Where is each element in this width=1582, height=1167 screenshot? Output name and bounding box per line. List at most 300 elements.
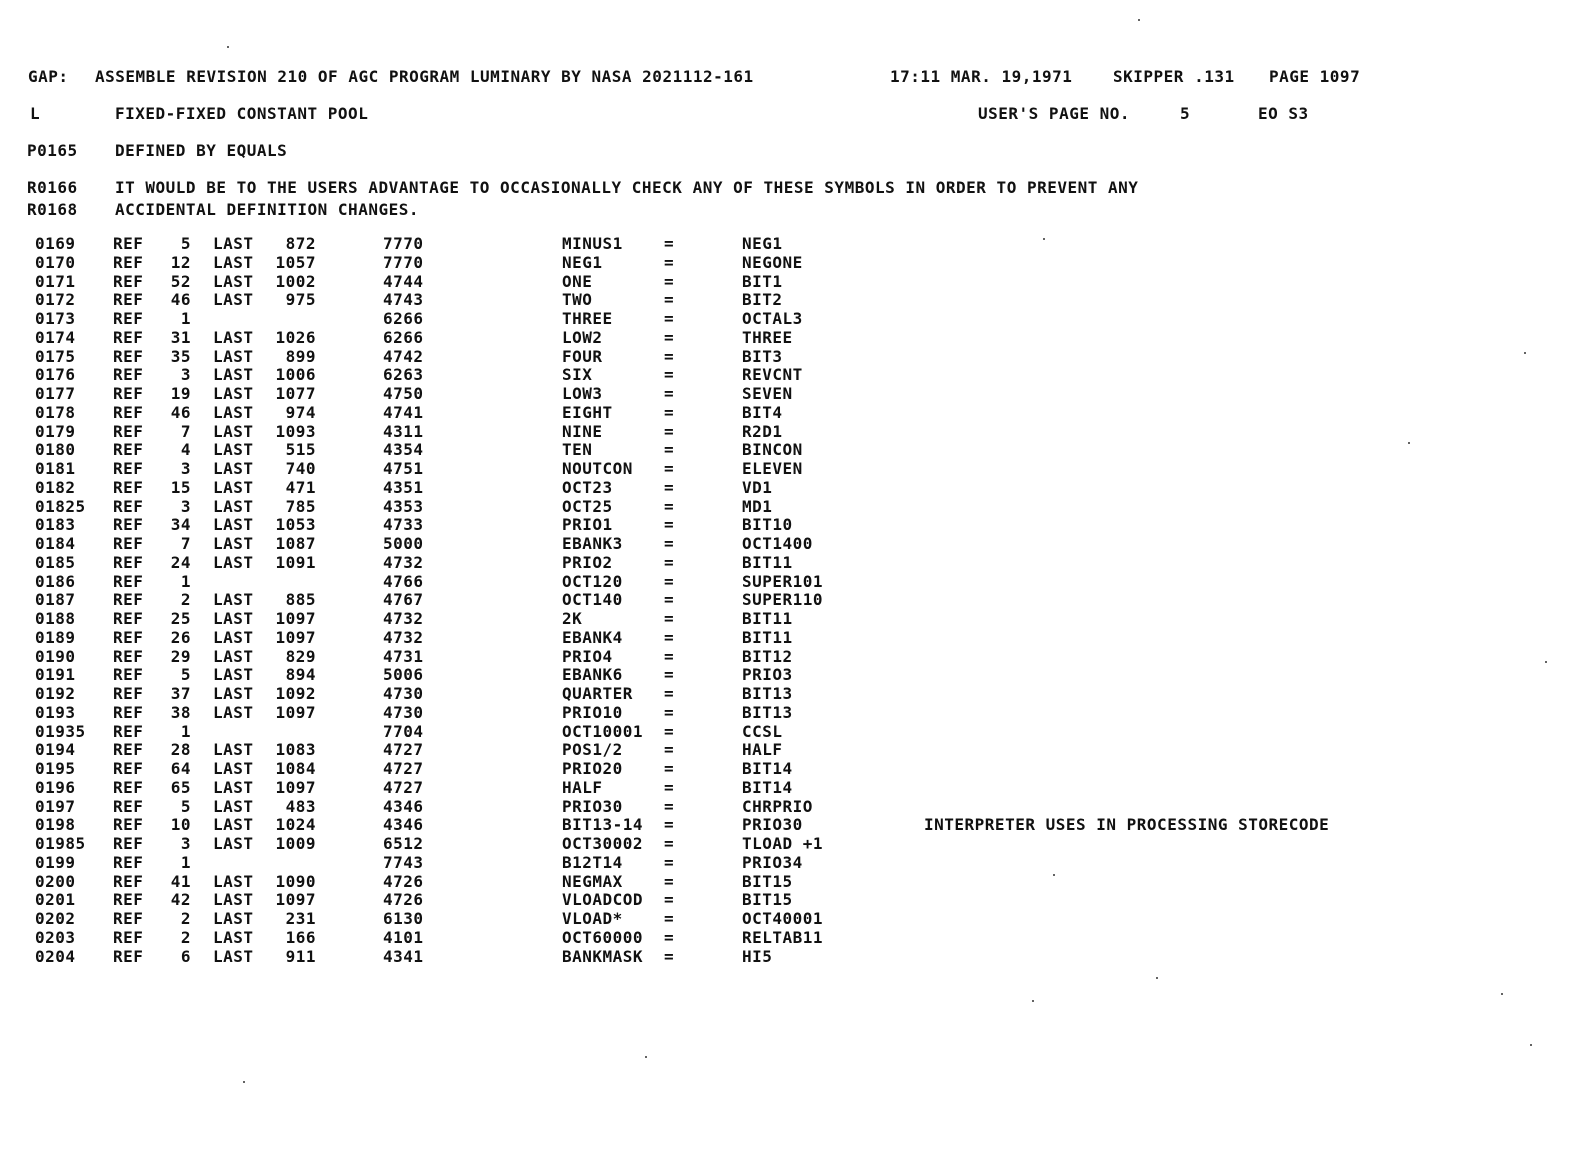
- symbol-value: BIT15: [742, 871, 793, 891]
- ref-label: REF: [113, 740, 144, 760]
- last-label: LAST: [213, 759, 254, 778]
- symbol-value: BIT11: [742, 627, 793, 647]
- note-number: P0165: [27, 141, 78, 160]
- last-number: 894: [285, 665, 316, 685]
- equals-sign: =: [664, 234, 675, 253]
- last-number: 483: [285, 796, 316, 816]
- symbol: PRIO2: [562, 552, 613, 572]
- ref-label: REF: [113, 590, 144, 610]
- ref-label: REF: [113, 496, 144, 516]
- symbol-value: HALF: [742, 740, 783, 760]
- line-number: 0180: [35, 440, 76, 460]
- last-label: LAST: [213, 590, 254, 610]
- symbol-value: TLOAD +1: [742, 834, 824, 853]
- scan-speck: [243, 1081, 245, 1083]
- ref-count: 12: [170, 252, 191, 272]
- last-number: 785: [285, 496, 316, 516]
- line-number: 0192: [35, 684, 76, 703]
- equals-sign: =: [664, 684, 675, 703]
- line-number: 0184: [35, 534, 76, 553]
- equals-sign: =: [664, 665, 675, 685]
- line-number: 0182: [35, 477, 76, 497]
- last-number: 1053: [275, 515, 316, 535]
- symbol: HALF: [562, 777, 603, 797]
- scan-speck: [1530, 1044, 1532, 1046]
- last-number: 1087: [275, 534, 316, 553]
- address: 4726: [383, 890, 424, 910]
- line-number: 01935: [35, 721, 86, 741]
- symbol-value: VD1: [742, 477, 773, 497]
- symbol: EBANK6: [562, 665, 623, 685]
- address: 4730: [383, 702, 424, 722]
- table-row: [0, 628, 1582, 646]
- address: 4727: [383, 777, 424, 797]
- line-number: 0175: [35, 346, 76, 366]
- symbol-value: BINCON: [742, 440, 803, 460]
- symbol: OCT120: [562, 571, 623, 591]
- line-number: 0181: [35, 459, 76, 478]
- ref-label: REF: [113, 815, 144, 835]
- last-number: 1009: [275, 834, 316, 853]
- symbol-value: PRIO34: [742, 852, 803, 872]
- line-number: 0198: [35, 815, 76, 835]
- ref-count: 5: [180, 234, 191, 253]
- ref-label: REF: [113, 309, 144, 328]
- equals-sign: =: [664, 552, 675, 572]
- ref-count: 46: [170, 290, 191, 310]
- ref-count: 3: [180, 365, 191, 385]
- last-number: 166: [285, 927, 316, 947]
- symbol: PRIO20: [562, 759, 623, 778]
- last-label: LAST: [213, 477, 254, 497]
- symbol: B12T14: [562, 852, 623, 872]
- last-label: LAST: [213, 627, 254, 647]
- ref-count: 19: [170, 384, 191, 403]
- last-number: 829: [285, 646, 316, 666]
- equals-sign: =: [664, 365, 675, 385]
- ref-count: 1: [180, 721, 191, 741]
- address: 5000: [383, 534, 424, 553]
- ref-count: 42: [170, 890, 191, 910]
- ref-label: REF: [113, 477, 144, 497]
- scan-speck: [1501, 993, 1503, 995]
- users-page-label: USER'S PAGE NO.: [978, 104, 1130, 123]
- ref-label: REF: [113, 627, 144, 647]
- address: 6266: [383, 327, 424, 347]
- scan-speck: [1524, 352, 1526, 354]
- equals-sign: =: [664, 271, 675, 291]
- table-row: [0, 759, 1582, 777]
- ref-count: 41: [170, 871, 191, 891]
- equals-sign: =: [664, 309, 675, 328]
- symbol: 2K: [562, 609, 583, 628]
- last-label: LAST: [213, 459, 254, 478]
- ref-label: REF: [113, 665, 144, 685]
- equals-sign: =: [664, 515, 675, 535]
- line-number: 0203: [35, 927, 76, 947]
- last-label: LAST: [213, 609, 254, 628]
- scan-speck: [1408, 442, 1410, 444]
- last-number: 740: [285, 459, 316, 478]
- symbol: ONE: [562, 271, 593, 291]
- address: 4751: [383, 459, 424, 478]
- equals-sign: =: [664, 290, 675, 310]
- ref-label: REF: [113, 440, 144, 460]
- symbol: BIT13-14: [562, 815, 644, 835]
- address: 4742: [383, 346, 424, 366]
- ref-label: REF: [113, 234, 144, 253]
- symbol: MINUS1: [562, 234, 623, 253]
- address: 5006: [383, 665, 424, 685]
- symbol-value: ELEVEN: [742, 459, 803, 478]
- header-title: ASSEMBLE REVISION 210 OF AGC PROGRAM LUMINARY BY NASA 2021112-161: [95, 67, 754, 86]
- ref-count: 29: [170, 646, 191, 666]
- ref-count: 2: [180, 909, 191, 928]
- line-number: 0201: [35, 890, 76, 910]
- equals-sign: =: [664, 627, 675, 647]
- line-number: 0200: [35, 871, 76, 891]
- ref-label: REF: [113, 534, 144, 553]
- table-row: [0, 515, 1582, 533]
- ref-count: 31: [170, 327, 191, 347]
- address: 4351: [383, 477, 424, 497]
- last-number: 885: [285, 590, 316, 610]
- ref-label: REF: [113, 327, 144, 347]
- address: 4341: [383, 946, 424, 966]
- address: 4730: [383, 684, 424, 703]
- header-operator: SKIPPER .131: [1113, 67, 1235, 86]
- ref-label: REF: [113, 871, 144, 891]
- symbol-value: THREE: [742, 327, 793, 347]
- ref-count: 1: [180, 309, 191, 328]
- symbol-value: BIT13: [742, 702, 793, 722]
- table-row: [0, 309, 1582, 327]
- line-number: 0186: [35, 571, 76, 591]
- ref-count: 3: [180, 834, 191, 853]
- table-row: [0, 272, 1582, 290]
- address: 4732: [383, 627, 424, 647]
- address: 4750: [383, 384, 424, 403]
- last-label: LAST: [213, 234, 254, 253]
- last-number: 1057: [275, 252, 316, 272]
- ref-count: 10: [170, 815, 191, 835]
- symbol-value: BIT10: [742, 515, 793, 535]
- last-label: LAST: [213, 815, 254, 835]
- address: 4744: [383, 271, 424, 291]
- symbol: EBANK3: [562, 534, 623, 553]
- address: 7770: [383, 252, 424, 272]
- subheader-label: L: [30, 104, 41, 123]
- ref-count: 64: [170, 759, 191, 778]
- table-row: [0, 403, 1582, 421]
- symbol: NEGMAX: [562, 871, 623, 891]
- address: 6263: [383, 365, 424, 385]
- symbol: LOW2: [562, 327, 603, 347]
- symbol: OCT10001: [562, 721, 644, 741]
- address: 4767: [383, 590, 424, 610]
- ref-label: REF: [113, 777, 144, 797]
- last-label: LAST: [213, 871, 254, 891]
- symbol: FOUR: [562, 346, 603, 366]
- ref-label: REF: [113, 515, 144, 535]
- last-number: 1077: [275, 384, 316, 403]
- address: 4353: [383, 496, 424, 516]
- line-number: 0173: [35, 309, 76, 328]
- equals-sign: =: [664, 777, 675, 797]
- table-row: [0, 740, 1582, 758]
- ref-label: REF: [113, 927, 144, 947]
- line-number: 0196: [35, 777, 76, 797]
- line-number: 0179: [35, 421, 76, 441]
- last-label: LAST: [213, 365, 254, 385]
- ref-count: 7: [180, 534, 191, 553]
- equals-sign: =: [664, 909, 675, 928]
- line-number: 0183: [35, 515, 76, 535]
- symbol: PRIO30: [562, 796, 623, 816]
- line-number: 01825: [35, 496, 86, 516]
- note-text: IT WOULD BE TO THE USERS ADVANTAGE TO OCCASIONALLY CHECK ANY OF THESE SYMBOLS IN ORDER TO PREVENT ANY: [115, 178, 1139, 197]
- last-number: 1026: [275, 327, 316, 347]
- table-row: [0, 422, 1582, 440]
- address: 4732: [383, 552, 424, 572]
- last-label: LAST: [213, 534, 254, 553]
- equals-sign: =: [664, 590, 675, 610]
- symbol-value: BIT13: [742, 684, 793, 703]
- symbol: VLOAD*: [562, 909, 623, 928]
- line-number: 0185: [35, 552, 76, 572]
- address: 7704: [383, 721, 424, 741]
- last-number: 1002: [275, 271, 316, 291]
- symbol-value: CHRPRIO: [742, 796, 813, 816]
- last-label: LAST: [213, 646, 254, 666]
- last-number: 1092: [275, 684, 316, 703]
- ref-count: 1: [180, 852, 191, 872]
- last-number: 1091: [275, 552, 316, 572]
- symbol: EBANK4: [562, 627, 623, 647]
- address: 4733: [383, 515, 424, 535]
- address: 4311: [383, 421, 424, 441]
- line-number: 0178: [35, 402, 76, 422]
- table-row: [0, 928, 1582, 946]
- last-label: LAST: [213, 552, 254, 572]
- last-number: 872: [285, 234, 316, 253]
- line-number: 0190: [35, 646, 76, 666]
- address: 4727: [383, 759, 424, 778]
- symbol-value: NEG1: [742, 234, 783, 253]
- last-number: 1093: [275, 421, 316, 441]
- table-row: [0, 590, 1582, 608]
- ref-label: REF: [113, 721, 144, 741]
- header-page: PAGE 1097: [1269, 67, 1361, 86]
- table-row: [0, 872, 1582, 890]
- ref-count: 6: [180, 946, 191, 966]
- symbol-value: BIT11: [742, 552, 793, 572]
- last-number: 974: [285, 402, 316, 422]
- symbol-value: R2D1: [742, 421, 783, 441]
- equals-sign: =: [664, 852, 675, 872]
- ref-label: REF: [113, 684, 144, 703]
- last-label: LAST: [213, 421, 254, 441]
- ref-label: REF: [113, 702, 144, 722]
- symbol: POS1/2: [562, 740, 623, 760]
- last-label: LAST: [213, 402, 254, 422]
- header-label: GAP:: [28, 67, 69, 86]
- symbol-value: PRIO3: [742, 665, 793, 685]
- ref-count: 28: [170, 740, 191, 760]
- table-row: [0, 778, 1582, 796]
- ref-count: 24: [170, 552, 191, 572]
- line-number: 0174: [35, 327, 76, 347]
- symbol: OCT30002: [562, 834, 644, 853]
- ref-count: 25: [170, 609, 191, 628]
- ref-count: 4: [180, 440, 191, 460]
- symbol-value: BIT14: [742, 759, 793, 778]
- last-label: LAST: [213, 252, 254, 272]
- ref-label: REF: [113, 909, 144, 928]
- address: 6130: [383, 909, 424, 928]
- symbol: BANKMASK: [562, 946, 644, 966]
- address: 4346: [383, 815, 424, 835]
- table-row: [0, 890, 1582, 908]
- ref-count: 3: [180, 496, 191, 516]
- last-label: LAST: [213, 271, 254, 291]
- line-number: 0199: [35, 852, 76, 872]
- symbol: QUARTER: [562, 684, 633, 703]
- last-label: LAST: [213, 384, 254, 403]
- note-number: R0168: [27, 200, 78, 219]
- equals-sign: =: [664, 440, 675, 460]
- table-row: [0, 328, 1582, 346]
- last-number: 1097: [275, 702, 316, 722]
- table-row: [0, 440, 1582, 458]
- ref-count: 2: [180, 927, 191, 947]
- last-number: 1097: [275, 777, 316, 797]
- table-row: [0, 722, 1582, 740]
- header-timestamp: 17:11 MAR. 19,1971: [890, 67, 1073, 86]
- equals-sign: =: [664, 815, 675, 835]
- ref-label: REF: [113, 759, 144, 778]
- symbol-value: MD1: [742, 496, 773, 516]
- line-number: 0191: [35, 665, 76, 685]
- ref-count: 65: [170, 777, 191, 797]
- symbol-value: BIT11: [742, 609, 793, 628]
- equals-sign: =: [664, 721, 675, 741]
- ref-label: REF: [113, 552, 144, 572]
- equals-sign: =: [664, 646, 675, 666]
- scan-speck: [1043, 238, 1045, 240]
- last-label: LAST: [213, 665, 254, 685]
- last-number: 899: [285, 346, 316, 366]
- symbol: PRIO4: [562, 646, 613, 666]
- symbol: NINE: [562, 421, 603, 441]
- note-number: R0166: [27, 178, 78, 197]
- line-number: 01985: [35, 834, 86, 853]
- table-row: [0, 384, 1582, 402]
- symbol: THREE: [562, 309, 613, 328]
- last-label: LAST: [213, 702, 254, 722]
- equals-sign: =: [664, 421, 675, 441]
- table-row: [0, 909, 1582, 927]
- address: 4743: [383, 290, 424, 310]
- address: 4101: [383, 927, 424, 947]
- address: 4346: [383, 796, 424, 816]
- equals-sign: =: [664, 609, 675, 628]
- symbol: OCT25: [562, 496, 613, 516]
- last-label: LAST: [213, 684, 254, 703]
- last-number: 471: [285, 477, 316, 497]
- equals-sign: =: [664, 927, 675, 947]
- address: 4731: [383, 646, 424, 666]
- ref-count: 1: [180, 571, 191, 591]
- line-number: 0194: [35, 740, 76, 760]
- table-row: [0, 703, 1582, 721]
- note-text: DEFINED BY EQUALS: [115, 141, 288, 160]
- ref-count: 3: [180, 459, 191, 478]
- line-number: 0189: [35, 627, 76, 647]
- last-label: LAST: [213, 834, 254, 853]
- last-number: 1097: [275, 609, 316, 628]
- symbol: SIX: [562, 365, 593, 385]
- equals-sign: =: [664, 459, 675, 478]
- symbol-value: NEGONE: [742, 252, 803, 272]
- last-number: 231: [285, 909, 316, 928]
- line-number: 0204: [35, 946, 76, 966]
- ref-label: REF: [113, 890, 144, 910]
- ref-label: REF: [113, 365, 144, 385]
- symbol: PRIO10: [562, 702, 623, 722]
- symbol: EIGHT: [562, 402, 613, 422]
- last-label: LAST: [213, 890, 254, 910]
- line-number: 0170: [35, 252, 76, 272]
- symbol: TEN: [562, 440, 593, 460]
- last-number: 975: [285, 290, 316, 310]
- symbol: NEG1: [562, 252, 603, 272]
- address: 4727: [383, 740, 424, 760]
- line-number: 0187: [35, 590, 76, 610]
- symbol-value: BIT1: [742, 271, 783, 291]
- last-label: LAST: [213, 777, 254, 797]
- row-comment: INTERPRETER USES IN PROCESSING STORECODE: [924, 815, 1330, 835]
- table-row: [0, 609, 1582, 627]
- table-row: [0, 947, 1582, 965]
- last-label: LAST: [213, 496, 254, 516]
- symbol-value: BIT4: [742, 402, 783, 422]
- last-label: LAST: [213, 327, 254, 347]
- symbol: PRIO1: [562, 515, 613, 535]
- scan-speck: [1032, 1000, 1034, 1002]
- symbol-value: HI5: [742, 946, 773, 966]
- table-row: [0, 797, 1582, 815]
- symbol-value: SEVEN: [742, 384, 793, 403]
- table-row: [0, 253, 1582, 271]
- ref-count: 26: [170, 627, 191, 647]
- line-number: 0169: [35, 234, 76, 253]
- symbol-value: BIT2: [742, 290, 783, 310]
- table-row: [0, 365, 1582, 383]
- last-label: LAST: [213, 290, 254, 310]
- equals-sign: =: [664, 571, 675, 591]
- ref-count: 46: [170, 402, 191, 422]
- symbol-value: SUPER101: [742, 571, 824, 591]
- symbol: OCT23: [562, 477, 613, 497]
- address: 4732: [383, 609, 424, 628]
- line-number: 0197: [35, 796, 76, 816]
- equals-sign: =: [664, 496, 675, 516]
- address: 7770: [383, 234, 424, 253]
- last-label: LAST: [213, 796, 254, 816]
- ref-count: 5: [180, 796, 191, 816]
- symbol: OCT60000: [562, 927, 644, 947]
